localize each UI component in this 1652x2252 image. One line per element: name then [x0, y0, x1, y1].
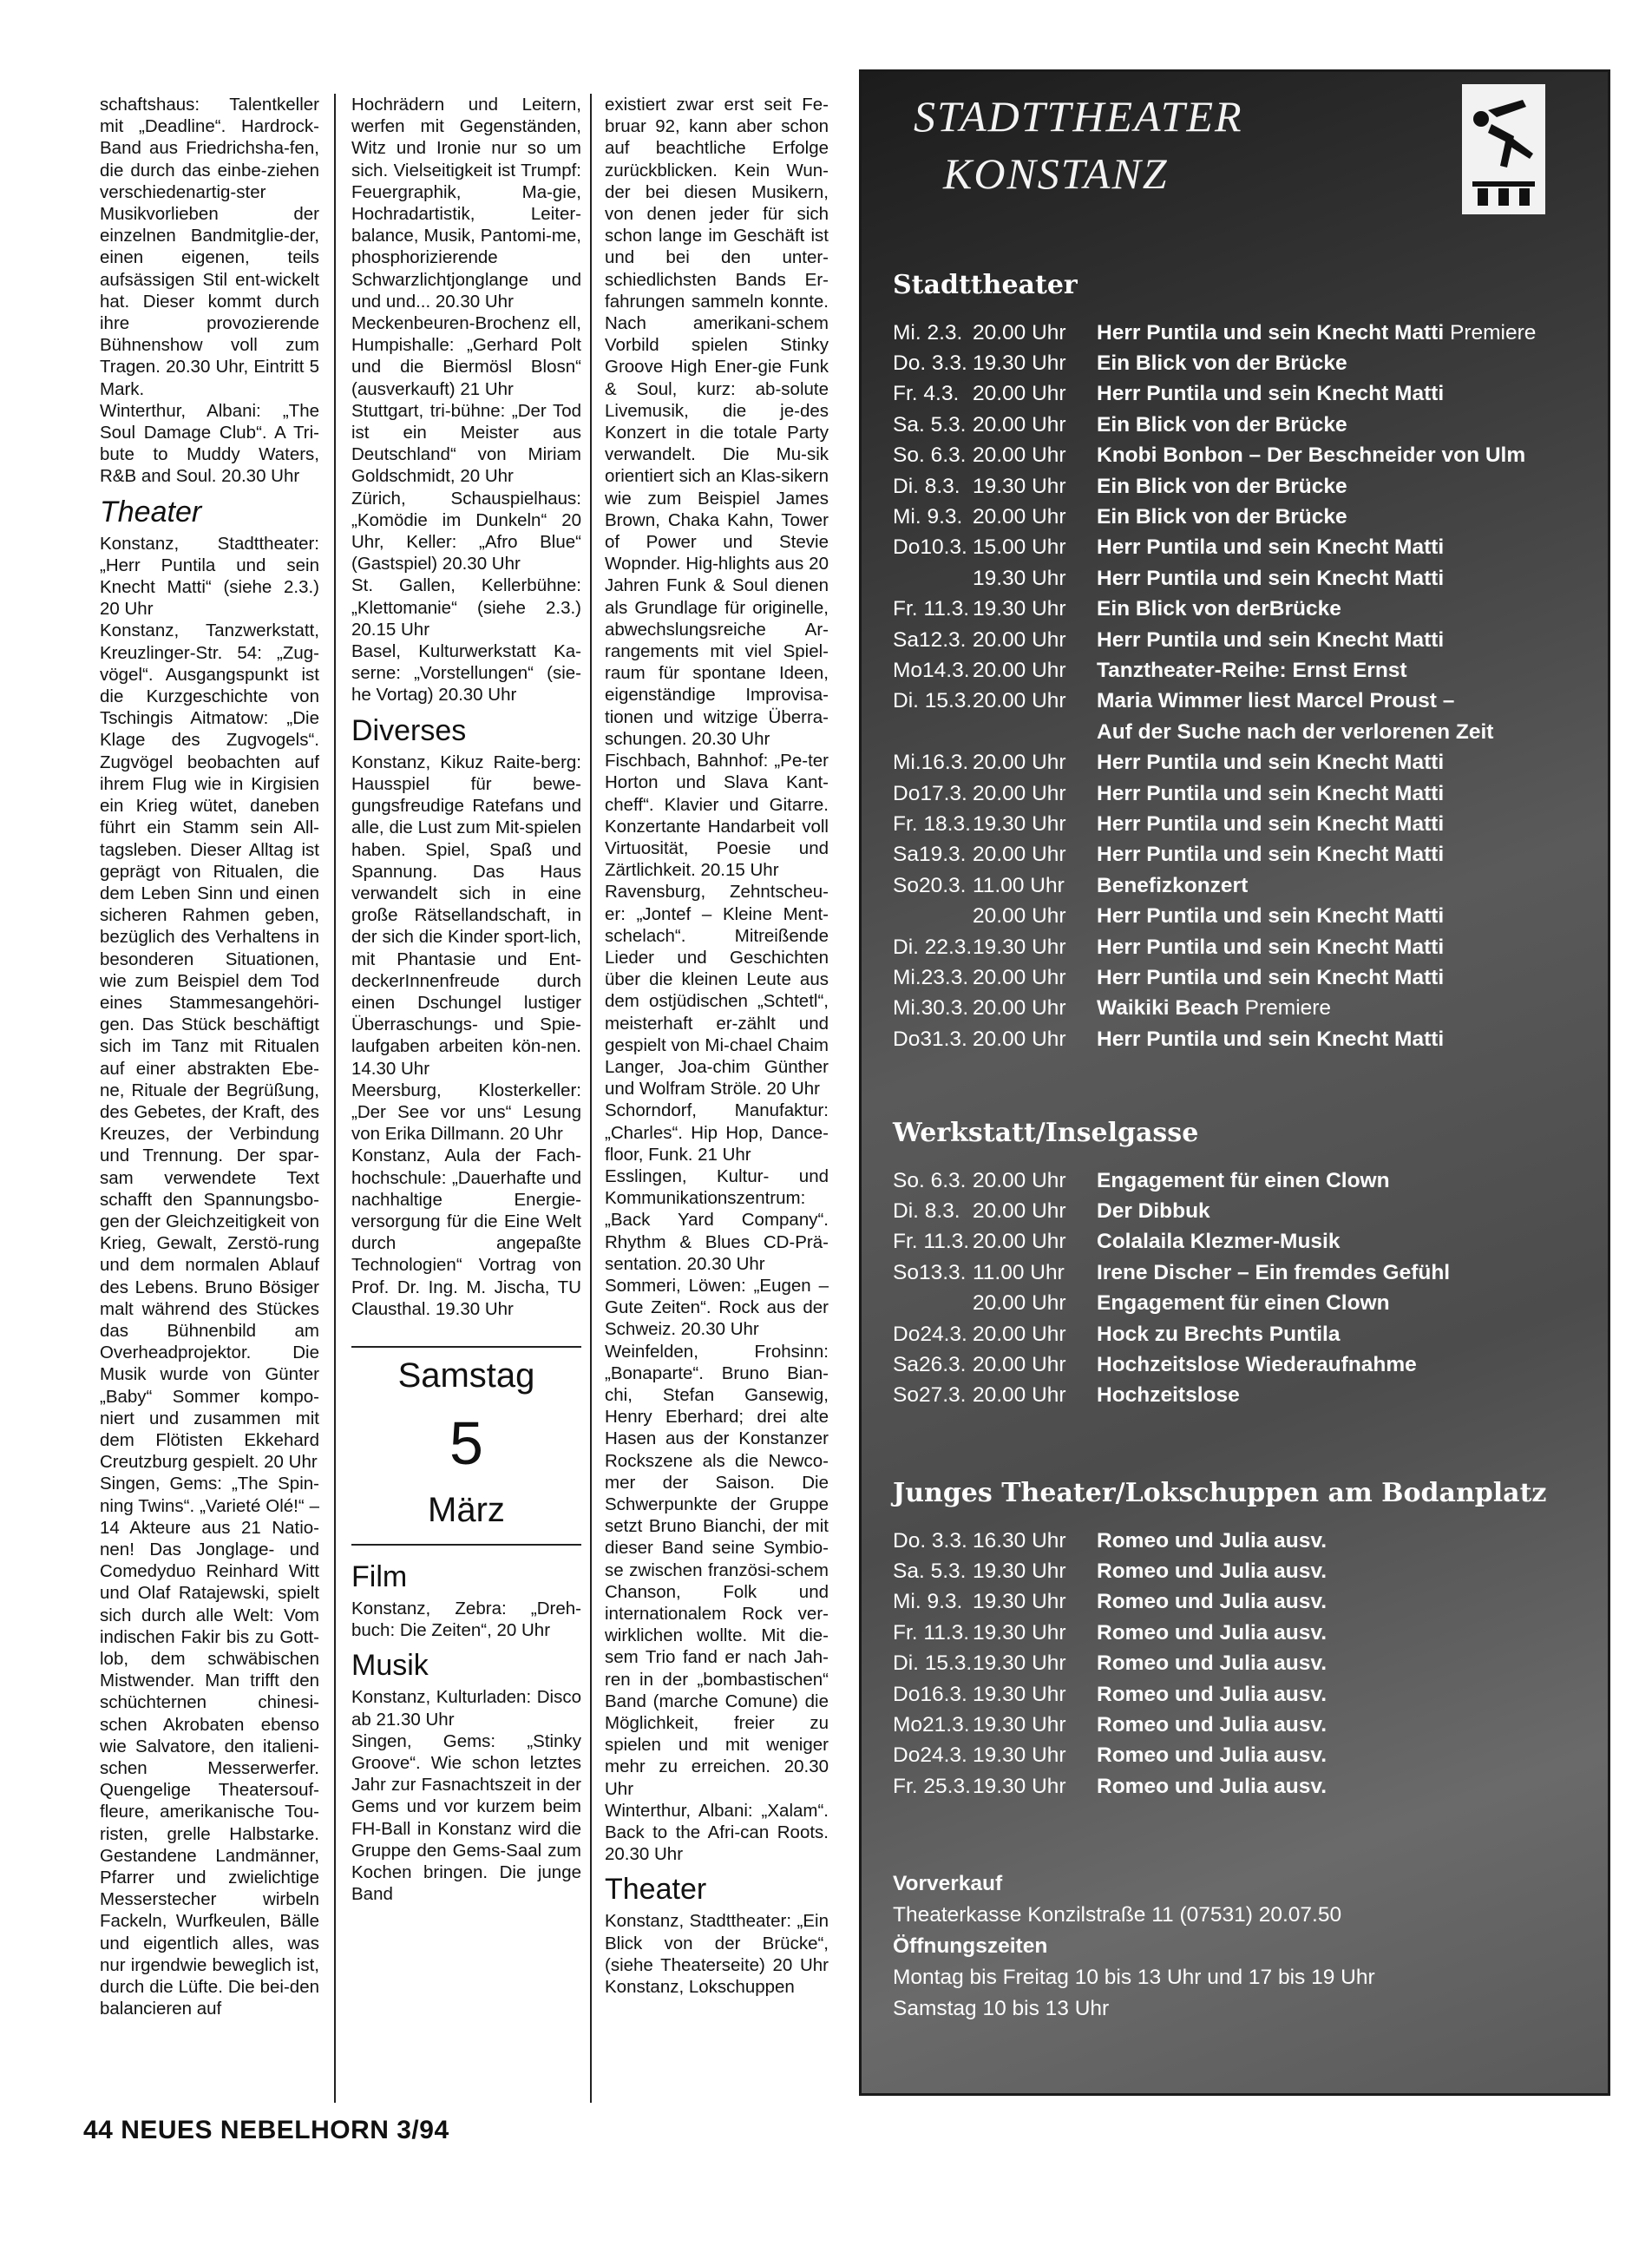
schedule-row	[893, 1679, 1604, 1710]
schedule-row	[893, 1227, 1604, 1257]
schedule-time: 19.30 Uhr	[973, 474, 1066, 498]
opening-hours-heading: Öffnungszeiten	[893, 1934, 1048, 1958]
schedule-time: 20.00 Uhr	[973, 1353, 1066, 1377]
schedule-event	[1097, 413, 1347, 437]
schedule-time: 20.00 Uhr	[973, 843, 1066, 867]
schedule-event-title: Herr Puntila und sein Knecht Matti	[1097, 1027, 1445, 1051]
schedule-event-title: Engagement für einen Clown	[1097, 1291, 1390, 1316]
schedule-date: Di. 8.3.	[893, 474, 960, 498]
schedule-row	[893, 1024, 1604, 1054]
schedule-event-title: Romeo und Julia ausv.	[1097, 1559, 1328, 1584]
schedule-event-title: Knobi Bonbon – Der Beschneider von Ulm	[1097, 443, 1526, 468]
opening-hours-weekdays: Montag bis Freitag 10 bis 13 Uhr und 17 bis 19 Uhr	[893, 1966, 1375, 1989]
section-title-werkstatt: Werkstatt/Inselgasse	[893, 1118, 1199, 1148]
schedule-time: 20.00 Uhr	[973, 1383, 1066, 1408]
schedule-event-title: Herr Puntila und sein Knecht Matti	[1097, 904, 1445, 929]
listing-text: Singen, Gems: „Stinky Groove“. Wie schon letztes Jahr zur Fasnachtszeit in der Gems und vor kurzem beim FH-Ball in Konstanz wird die Gruppe den Gems-Saal zum Kochen bringen. Die junge Band	[351, 1730, 581, 1905]
stadttheater-schedule	[893, 318, 1604, 1054]
schedule-row	[893, 533, 1604, 563]
schedule-date: Do. 3.3.	[893, 351, 967, 376]
schedule-date: Fr. 11.3.	[893, 1620, 970, 1645]
schedule-date: Di. 8.3.	[893, 1199, 960, 1224]
schedule-date: Mi. 9.3.	[893, 505, 963, 529]
schedule-time: 19.30 Uhr	[973, 811, 1066, 836]
schedule-event	[1097, 382, 1444, 406]
schedule-row	[893, 594, 1604, 625]
schedule-time: 20.00 Uhr	[973, 443, 1066, 468]
schedule-row	[893, 962, 1604, 993]
schedule-time: 20.00 Uhr	[973, 382, 1066, 406]
vorverkauf-address: Theaterkasse Konzilstraße 11 (07531) 20.07.50	[893, 1903, 1342, 1927]
schedule-time: 20.00 Uhr	[973, 1322, 1066, 1346]
schedule-event	[1097, 689, 1454, 713]
schedule-time: 16.30 Uhr	[973, 1528, 1066, 1553]
schedule-time: 19.30 Uhr	[973, 1651, 1066, 1676]
listing-text: Konstanz, Aula der Fach-hochschule: „Dauerhafte und nachhaltige Energie-versorgung für die Eine Welt durch angepaßte Technologien“ Vortrag von Prof. Dr. Ing. M. Jischa, TU Clausthal. 19.30 Uhr	[351, 1146, 581, 1319]
vorverkauf-heading: Vorverkauf	[893, 1872, 1003, 1895]
schedule-event	[1097, 751, 1444, 775]
schedule-date: Sa. 5.3.	[893, 1559, 967, 1584]
schedule-row	[893, 655, 1604, 686]
listing-text: Stuttgart, tri-bühne: „Der Tod ist ein Meister aus Deutschland“ von Miriam Goldschmidt, 20 Uhr	[351, 400, 581, 487]
schedule-time: 20.00 Uhr	[973, 751, 1066, 775]
box-title-line: KONSTANZ	[943, 149, 1169, 198]
schedule-row	[893, 471, 1604, 502]
schedule-event-title: Benefizkonzert	[1097, 873, 1249, 897]
schedule-date: So. 6.3.	[893, 1168, 967, 1192]
listing-text: Hochrädern und Leitern, werfen mit Gegenständen, Witz und Ironie nur so um sich. Vielseitigkeit ist Trumpf: Feuergraphik, Ma-gie, Hochradartistik, Leiter-balance, Musik, Pantomi-me, phosphorizierende Schwarzlichtjonglange und und und... 20.30 Uhr	[351, 95, 581, 312]
schedule-date: Mi. 2.3.	[893, 320, 963, 345]
schedule-time: 15.00 Uhr	[973, 535, 1066, 560]
date-box	[351, 1346, 581, 1546]
schedule-event-title: Colalaila Klezmer-Musik	[1097, 1230, 1341, 1254]
schedule-event-note: Premiere	[1238, 996, 1332, 1021]
schedule-row	[893, 1165, 1604, 1196]
schedule-event-title: Romeo und Julia ausv.	[1097, 1743, 1328, 1768]
schedule-event-title: Romeo und Julia ausv.	[1097, 1590, 1328, 1614]
schedule-event	[1097, 321, 1536, 345]
schedule-event	[1097, 1323, 1340, 1347]
section-heading-theater: Theater	[605, 1873, 707, 1907]
schedule-event-title: Hochzeitslose Wiederaufnahme	[1097, 1353, 1417, 1377]
schedule-row	[893, 747, 1604, 778]
page-footer: 44 NEUES NEBELHORN 3/94	[83, 2116, 449, 2144]
schedule-event	[1097, 904, 1444, 929]
werkstatt-schedule	[893, 1165, 1604, 1411]
schedule-row	[893, 410, 1604, 440]
schedule-row	[893, 1587, 1604, 1618]
schedule-event-title: Romeo und Julia ausv.	[1097, 1713, 1328, 1737]
schedule-event	[1097, 1559, 1327, 1584]
schedule-time: 19.30 Uhr	[973, 1743, 1066, 1768]
opening-hours-saturday: Samstag 10 bis 13 Uhr	[893, 1997, 1110, 2020]
schedule-date: Sa12.3.	[893, 627, 967, 652]
schedule-event	[1097, 1169, 1390, 1193]
listing-text: Fischbach, Bahnhof: „Pe-ter Horton und Slava Kant-cheff“. Klavier und Gitarre. Konzertante Handarbeit voll Virtuosität, Poesie und Zärtlichkeit. 20.15 Uhr	[605, 751, 829, 881]
schedule-time: 19.30 Uhr	[973, 1713, 1066, 1737]
schedule-date: So27.3.	[893, 1383, 967, 1408]
schedule-row	[893, 1381, 1604, 1411]
schedule-date: Do17.3.	[893, 781, 967, 805]
schedule-row	[893, 994, 1604, 1024]
schedule-event	[1097, 812, 1444, 837]
listing-text: Ravensburg, Zehntscheu-er: „Jontef – Kleine Ment-schelach“. Mitreißende Lieder und Geschichten über die kleinen Leute aus dem ostjüdischen „Schtetl“, meisterhaft er-zählt und gespielt von Mi-chael Chaim Langer, Joa-chim Günther und Wolfram Ströle. 20 Uhr	[605, 882, 829, 1100]
schedule-row	[893, 348, 1604, 378]
schedule-time: 20.00 Uhr	[973, 658, 1066, 682]
schedule-date: Mo21.3.	[893, 1713, 970, 1737]
schedule-event-title: Herr Puntila und sein Knecht Matti	[1097, 965, 1445, 989]
schedule-row	[893, 379, 1604, 410]
schedule-time: 19.30 Uhr	[973, 597, 1066, 621]
schedule-event	[1097, 966, 1444, 990]
schedule-time: 20.00 Uhr	[973, 781, 1066, 805]
schedule-time: 11.00 Uhr	[973, 1260, 1065, 1284]
schedule-event-title: Waikiki Beach	[1097, 996, 1239, 1021]
schedule-date: Do16.3.	[893, 1682, 967, 1706]
listing-text: Zürich, Schauspielhaus: „Komödie im Dunkeln“ 20 Uhr, Keller: „Afro Blue“ (Gastspiel) 20.30 Uhr	[351, 488, 581, 574]
schedule-date: So20.3.	[893, 873, 967, 897]
schedule-event-title: Herr Puntila und sein Knecht Matti	[1097, 320, 1445, 345]
schedule-event-title: Romeo und Julia ausv.	[1097, 1774, 1328, 1798]
schedule-row	[893, 1257, 1604, 1288]
schedule-event	[1097, 475, 1347, 499]
date-day: 5	[449, 1408, 483, 1477]
junges-theater-schedule	[893, 1526, 1604, 1802]
schedule-event-title: Herr Puntila und sein Knecht Matti	[1097, 935, 1445, 959]
schedule-date: Di. 22.3.	[893, 935, 973, 959]
schedule-date: Mi.23.3.	[893, 965, 969, 989]
schedule-event-title: Ein Blick von der Brücke	[1097, 474, 1347, 498]
schedule-event	[1097, 782, 1444, 806]
schedule-row	[893, 840, 1604, 870]
schedule-event-title: Herr Puntila und sein Knecht Matti	[1097, 382, 1445, 406]
schedule-time: 19.30 Uhr	[973, 1559, 1066, 1584]
schedule-date: Do. 3.3.	[893, 1528, 967, 1553]
schedule-event	[1097, 443, 1525, 468]
schedule-date: Mi.16.3.	[893, 751, 969, 775]
schedule-time: 19.30 Uhr	[973, 351, 1066, 376]
theater-logo-icon	[1462, 84, 1545, 214]
section-heading-theater: Theater	[100, 495, 202, 529]
schedule-date: Fr. 25.3.	[893, 1774, 971, 1798]
schedule-date: Fr. 11.3.	[893, 597, 970, 621]
schedule-event-title: Maria Wimmer liest Marcel Proust –	[1097, 689, 1455, 713]
schedule-event	[1097, 628, 1444, 653]
schedule-event	[1097, 1261, 1450, 1285]
column-3	[605, 94, 829, 1998]
schedule-event-title: Herr Puntila und sein Knecht Matti	[1097, 627, 1445, 652]
schedule-event-title: Auf der Suche nach der verlorenen Zeit	[1097, 719, 1494, 744]
listing-text: Weinfelden, Frohsinn: „Bonaparte“. Bruno Bian-chi, Stefan Gansewig, Henry Eberhard; drei alte Hasen aus der Konstanzer Rockszene als die Newco-mer der Saison. Die Schwerpunkte der Gruppe setzt Bruno Bianchi, der mit dieser Band seine Symbio-se zwischen französi-schem Chanson, Folk und internationalem Rock ver-wirklichen wollte. Mit die-sem Trio fand er nach Jah-ren in der „bombastischen“ Band (marche Comune) die Möglichkeit, freier zu spielen und mit weniger mehr zu erreichen. 20.30 Uhr	[605, 1341, 829, 1799]
listing-text: Basel, Kulturwerkstatt Ka-serne: „Vorstellungen“ (sie-he Vortag) 20.30 Uhr	[351, 641, 581, 706]
schedule-event	[1097, 996, 1331, 1021]
schedule-date: Di. 15.3.	[893, 1651, 973, 1676]
schedule-time: 19.30 Uhr	[973, 1590, 1066, 1614]
schedule-event-title: Herr Puntila und sein Knecht Matti	[1097, 811, 1445, 836]
listing-text: Meersburg, Klosterkeller: „Der See vor uns“ Lesung von Erika Dillmann. 20 Uhr	[351, 1080, 581, 1145]
schedule-date: Sa19.3.	[893, 843, 967, 867]
schedule-time: 19.30 Uhr	[973, 935, 1066, 959]
schedule-time: 20.00 Uhr	[973, 1027, 1066, 1051]
schedule-row	[893, 809, 1604, 839]
vorverkauf-info	[893, 1868, 1375, 2025]
schedule-event-title: Ein Blick von der Brücke	[1097, 505, 1347, 529]
schedule-event	[1097, 936, 1444, 960]
listing-text: Konstanz, Zebra: „Dreh-buch: Die Zeiten“, 20 Uhr	[351, 1598, 581, 1641]
listing-text: existiert zwar erst seit Fe-bruar 92, kann aber schon auf beachtliche Erfolge zurückblicken. Kein Wun-der bei diesen Musikern, von denen jeder für sich schon lange im Geschäft ist und bei den unter-schiedlichsten Bands Er-fahrungen sammeln konnte. Nach amerikani-schem Vorbild spielen Stinky Groove High Ener-gie Funk & Soul, kurz: ab-solute Livemusik, die je-des Konzert in die totale Party verwandelt. Die Mu-sik orientiert sich an Klas-sikern wie zum Beispiel James Brown, Chaka Kahn, Tower of Power und Stevie Wopnder. Hig-hlights aus 20 Jahren Funk & Soul dienen als Grundlage für originelle, abwechslungsreiche Ar-rangements mit viel Spiel-raum für spontane Ideen, eigenständige Improvisa-tionen und witzige Überra-schungen. 20.30 Uhr	[605, 95, 829, 749]
schedule-time: 20.00 Uhr	[973, 904, 1066, 929]
schedule-event	[1097, 1775, 1327, 1799]
schedule-event	[1097, 1383, 1240, 1408]
section-title-junges-theater: Junges Theater/Lokschuppen am Bodanplatz	[893, 1478, 1547, 1508]
schedule-row	[893, 1771, 1604, 1802]
section-heading-diverses: Diverses	[351, 713, 467, 747]
schedule-event-title: Romeo und Julia ausv.	[1097, 1620, 1328, 1645]
schedule-date: Fr. 18.3.	[893, 811, 971, 836]
schedule-row	[893, 1710, 1604, 1740]
schedule-event-title: Hochzeitslose	[1097, 1383, 1240, 1408]
schedule-date: Do10.3.	[893, 535, 967, 560]
schedule-date: Mi. 9.3.	[893, 1590, 963, 1614]
schedule-event	[1097, 1621, 1327, 1645]
listing-text: Schorndorf, Manufaktur: „Charles“. Hip Hop, Dance-floor, Funk. 21 Uhr	[605, 1100, 829, 1165]
schedule-event-title: Herr Puntila und sein Knecht Matti	[1097, 751, 1445, 775]
schedule-event	[1097, 567, 1444, 591]
schedule-row	[893, 1649, 1604, 1679]
schedule-row	[893, 901, 1604, 931]
schedule-event	[1097, 843, 1444, 867]
listing-text: Konstanz, Kulturladen: Disco ab 21.30 Uhr	[351, 1687, 581, 1730]
listing-text: Winterthur, Albani: „Xalam“. Back to the Afri-can Roots. 20.30 Uhr	[605, 1800, 829, 1865]
date-month: März	[428, 1490, 505, 1529]
schedule-event-title: Romeo und Julia ausv.	[1097, 1651, 1328, 1676]
schedule-event-title: Hock zu Brechts Puntila	[1097, 1322, 1341, 1346]
schedule-event-note: Premiere	[1444, 320, 1537, 345]
listing-text: Meckenbeuren-Brochenz ell, Humpishalle: „Gerhard Polt und die Biermösl Blosn“ (ausverkauft) 21 Uhr	[351, 313, 581, 399]
schedule-event-title: Herr Puntila und sein Knecht Matti	[1097, 843, 1445, 867]
schedule-event-title: Ein Blick von der Brücke	[1097, 412, 1347, 437]
schedule-date: Sa. 5.3.	[893, 412, 967, 437]
schedule-time: 20.00 Uhr	[973, 965, 1066, 989]
column-2	[351, 94, 581, 1905]
column-divider	[590, 94, 592, 2103]
schedule-time: 20.00 Uhr	[973, 505, 1066, 529]
schedule-row	[893, 778, 1604, 809]
schedule-time: 20.00 Uhr	[973, 996, 1066, 1021]
schedule-event-title: Tanztheater-Reihe: Ernst Ernst	[1097, 658, 1407, 682]
schedule-time: 19.30 Uhr	[973, 1620, 1066, 1645]
schedule-row	[893, 1289, 1604, 1319]
schedule-date: Sa26.3.	[893, 1353, 967, 1377]
schedule-row	[893, 318, 1604, 348]
schedule-event	[1097, 1028, 1444, 1052]
listing-text: schaftshaus: Talentkeller mit „Deadline“. Hardrock-Band aus Friedrichsha-fen, die durch das einbe-ziehen verschiedenartig-ster Musikvorlieben der einzelnen Bandmitglie-der, einen eigenen, teils aufsässigen Stil ent-wickelt hat. Dieser kommt durch ihre provozierende Bühnenshow voll zum Tragen. 20.30 Uhr, Eintritt 5 Mark.	[100, 95, 319, 399]
schedule-event	[1097, 1590, 1327, 1614]
schedule-event	[1097, 505, 1347, 529]
schedule-date: Fr. 4.3.	[893, 382, 960, 406]
schedule-event	[1097, 659, 1407, 683]
schedule-date: Do24.3.	[893, 1322, 967, 1346]
schedule-row	[893, 563, 1604, 594]
schedule-row	[893, 1556, 1604, 1586]
schedule-time: 19.30 Uhr	[973, 566, 1066, 590]
section-heading-film: Film	[351, 1559, 408, 1593]
schedule-event	[1097, 1199, 1210, 1224]
schedule-event-title: Engagement für einen Clown	[1097, 1168, 1390, 1192]
section-title-stadttheater: Stadttheater	[893, 270, 1078, 300]
schedule-date: Do24.3.	[893, 1743, 967, 1768]
schedule-event	[1097, 1651, 1327, 1676]
schedule-row	[893, 1526, 1604, 1556]
schedule-event-title: Ein Blick von der Brücke	[1097, 351, 1347, 376]
schedule-event-title: Irene Discher – Ein fremdes Gefühl	[1097, 1260, 1451, 1284]
box-title-line: STADTTHEATER	[914, 92, 1243, 141]
schedule-date: Di. 15.3.	[893, 689, 973, 713]
schedule-date: So13.3.	[893, 1260, 967, 1284]
schedule-row	[893, 441, 1604, 471]
schedule-row	[893, 717, 1604, 747]
column-divider	[334, 94, 336, 2103]
schedule-event	[1097, 1291, 1390, 1316]
schedule-event	[1097, 1353, 1417, 1377]
schedule-event	[1097, 1230, 1340, 1254]
schedule-date: Fr. 11.3.	[893, 1230, 970, 1254]
schedule-event-title: Herr Puntila und sein Knecht Matti	[1097, 781, 1445, 805]
schedule-event	[1097, 1713, 1327, 1737]
column-1	[100, 94, 319, 2019]
listing-text: Sommeri, Löwen: „Eugen – Gute Zeiten“. Rock aus der Schweiz. 20.30 Uhr	[605, 1275, 829, 1340]
schedule-event-title: Ein Blick von derBrücke	[1097, 597, 1341, 621]
schedule-row	[893, 625, 1604, 655]
schedule-time: 20.00 Uhr	[973, 412, 1066, 437]
listing-text: Konstanz, Stadttheater: „Ein Blick von der Brücke“, (siehe Theaterseite) 20 Uhr Konstanz, Lokschuppen	[605, 1911, 829, 1998]
listing-text: Konstanz, Stadttheater: „Herr Puntila und sein Knecht Matti“ (siehe 2.3.) 20 Uhr	[100, 533, 319, 620]
schedule-time: 20.00 Uhr	[973, 320, 1066, 345]
schedule-date: Do31.3.	[893, 1027, 967, 1051]
box-title	[914, 88, 1243, 202]
schedule-time: 20.00 Uhr	[973, 627, 1066, 652]
schedule-event-title: Romeo und Julia ausv.	[1097, 1528, 1328, 1553]
schedule-row	[893, 1741, 1604, 1771]
schedule-time: 20.00 Uhr	[973, 1168, 1066, 1192]
schedule-event-title: Der Dibbuk	[1097, 1199, 1210, 1224]
schedule-row	[893, 870, 1604, 901]
schedule-event	[1097, 720, 1493, 745]
schedule-row	[893, 932, 1604, 962]
schedule-event	[1097, 597, 1341, 621]
schedule-event	[1097, 351, 1347, 376]
schedule-row	[893, 1349, 1604, 1380]
schedule-date: Mo14.3.	[893, 658, 970, 682]
listing-text: Singen, Gems: „The Spin-ning Twins“. „Varieté Olé!“ – 14 Akteure aus 21 Natio-nen! Das Jonglage- und Comedyduo Reinhard Witt und Olaf Ratajewski, spielt sich durch alle Welt: Vom indischen Fakir bis zu Gott-lob, dem schwäbischen Mistwender. Man trifft den schüchternen chinesi-schen Akrobaten ebenso wie Salvatore, den italieni-schen Messerwerfer. Quengelige Theatersouf-fleure, amerikanische Tou-risten, grelle Halbstarke. Gestandene Landmänner, Pfarrer und zwielichtige Messerstecher wirbeln Fackeln, Wurfkeulen, Bälle und eigentlich alles, was nur irgendwie beweglich ist, durch die Lüfte. Die bei-den balancieren auf	[100, 1474, 319, 2019]
listing-text: Konstanz, Kikuz Raite-berg: Hausspiel für bewe-gungsfreudige Ratefans und alle, die Lust zum Mit-spielen haben. Spiel, Spaß und Spannung. Das Haus verwandelt sich in eine große Rätsellandschaft, in der sich die Kinder sport-lich, mit Phantasie und Ent-deckerInnenfreude durch einen Dschungel lustiger Überraschungs- und Spie-laufgaben arbeiten kön-nen. 14.30 Uhr	[351, 752, 581, 1079]
schedule-event	[1097, 1683, 1327, 1707]
schedule-event-title: Herr Puntila und sein Knecht Matti	[1097, 535, 1445, 560]
schedule-row	[893, 1319, 1604, 1349]
schedule-row	[893, 502, 1604, 532]
schedule-event	[1097, 1743, 1327, 1768]
schedule-time: 20.00 Uhr	[973, 1199, 1066, 1224]
stadttheater-program-box	[859, 69, 1610, 2096]
listing-text: Konstanz, Tanzwerkstatt, Kreuzlinger-Str. 54: „Zug-vögel“. Ausgangspunkt ist die Kurzgeschichte von Tschingis Aitmatow: „Die Klage des Zugvogels“. Zugvögel beobachten auf ihrem Flug wie in Kirgisien ein Krieg wütet, daneben führt ein Stamm sein All-tagsleben. Dieser Alltag ist geprägt von Ritualen, die dem Leben Sinn und einen sicheren Rahmen geben, bezüglich des Verhaltens in besonderen Situationen, wie zum Beispiel dem Tod eines Stammesangehöri-gen. Das Stück beschäftigt sich im Tanz mit Ritualen auf einer abstrakten Ebe-ne, Rituale der Begrüßung, des Gebetes, der Kraft, des Kreuzes, der Verbindung und Trennung. Der spar-sam verwendete Text schafft den Spannungsbo-gen der Gleichzeitigkeit von Krieg, Gewalt, Zerstö-rung und dem normalen Ablauf des Lebens. Bruno Bösiger malt während des Stückes das Bühnenbild am Overheadprojektor. Die Musik wurde von Günter „Baby“ Sommer kompo-niert und zusammen mit dem Flötisten Ekkehard Creutzburg gespielt. 20 Uhr	[100, 620, 319, 1473]
schedule-date: Mi.30.3.	[893, 996, 969, 1021]
schedule-time: 11.00 Uhr	[973, 873, 1065, 897]
schedule-time: 20.00 Uhr	[973, 1230, 1066, 1254]
section-heading-musik: Musik	[351, 1649, 429, 1683]
schedule-row	[893, 686, 1604, 717]
schedule-time: 20.00 Uhr	[973, 1291, 1066, 1316]
schedule-time: 19.30 Uhr	[973, 1774, 1066, 1798]
date-weekday: Samstag	[397, 1356, 535, 1395]
schedule-date: So. 6.3.	[893, 443, 967, 468]
listing-text: Winterthur, Albani: „The Soul Damage Club“. A Tri-bute to Muddy Waters, R&B and Soul. 20.30 Uhr	[100, 400, 319, 487]
listing-text: St. Gallen, Kellerbühne: „Klettomanie“ (siehe 2.3.) 20.15 Uhr	[351, 575, 581, 640]
schedule-row	[893, 1196, 1604, 1226]
schedule-time: 20.00 Uhr	[973, 689, 1066, 713]
schedule-event	[1097, 874, 1248, 898]
listing-text: Esslingen, Kultur- und Kommunikationszentrum: „Back Yard Company“. Rhythm & Blues CD-Prä-sentation. 20.30 Uhr	[605, 1165, 829, 1274]
schedule-event	[1097, 535, 1444, 560]
schedule-time: 19.30 Uhr	[973, 1682, 1066, 1706]
schedule-event-title: Romeo und Julia ausv.	[1097, 1682, 1328, 1706]
schedule-row	[893, 1618, 1604, 1648]
schedule-event-title: Herr Puntila und sein Knecht Matti	[1097, 566, 1445, 590]
schedule-event	[1097, 1529, 1327, 1553]
